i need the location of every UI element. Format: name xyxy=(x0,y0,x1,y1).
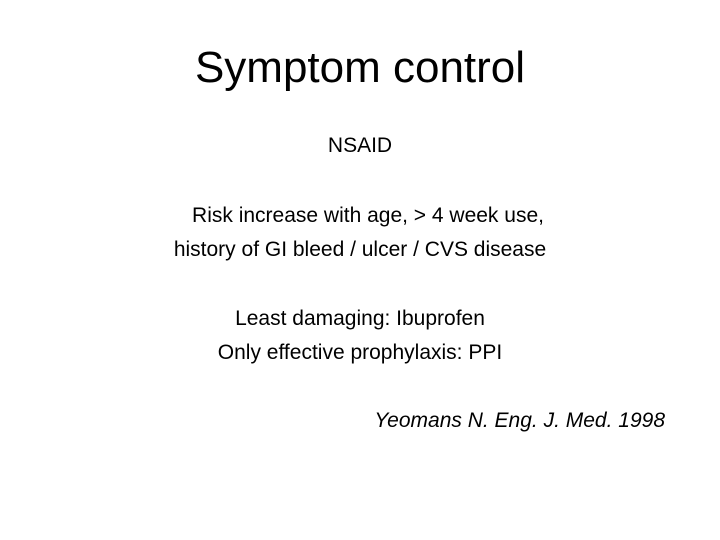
risk-line-1: Risk increase with age, > 4 week use, xyxy=(192,204,544,227)
slide-title: Symptom control xyxy=(194,43,526,92)
point-least-damaging: Least damaging: Ibuprofen xyxy=(235,307,485,330)
citation: Yeomans N. Eng. J. Med. 1998 xyxy=(374,409,665,432)
section-heading-nsaid: NSAID xyxy=(327,134,393,157)
point-prophylaxis: Only effective prophylaxis: PPI xyxy=(217,341,503,364)
risk-line-2: history of GI bleed / ulcer / CVS disease xyxy=(173,238,547,261)
